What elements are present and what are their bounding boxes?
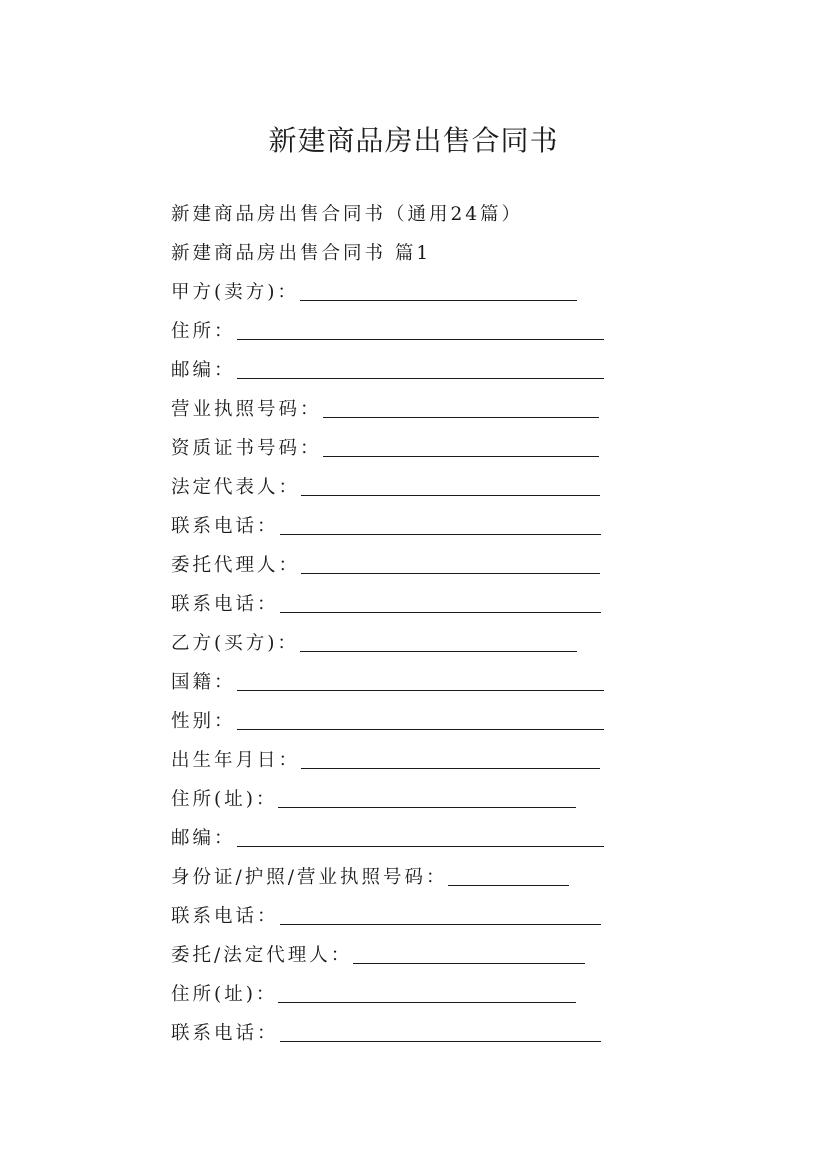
document-title: 新建商品房出售合同书 [268, 123, 559, 157]
field-label: 委托/法定代理人： [171, 944, 353, 966]
fill-in-blank[interactable] [237, 827, 604, 847]
line-text: 新建商品房出售合同书 篇1 [171, 242, 432, 264]
field-label: 联系电话： [171, 515, 279, 537]
fill-in-blank[interactable] [280, 515, 601, 535]
fill-in-blank[interactable] [237, 671, 604, 691]
fill-in-blank[interactable] [280, 593, 601, 613]
form-field-row [171, 505, 671, 544]
form-field-row [171, 388, 671, 427]
field-label: 甲方(卖方)： [171, 281, 299, 303]
form-field-row [171, 310, 671, 349]
document-line [171, 193, 671, 232]
fill-in-blank[interactable] [323, 398, 599, 418]
form-field-row [171, 895, 671, 934]
field-label: 身份证/护照/营业执照号码： [171, 866, 448, 888]
field-label: 联系电话： [171, 593, 279, 615]
form-field-row [171, 856, 671, 895]
field-label: 联系电话： [171, 905, 279, 927]
field-label: 住所(址)： [171, 983, 278, 1005]
fill-in-blank[interactable] [301, 476, 600, 496]
fill-in-blank[interactable] [323, 437, 599, 457]
fill-in-blank[interactable] [280, 1022, 601, 1042]
form-field-row [171, 427, 671, 466]
field-label: 住所： [171, 320, 236, 342]
field-label: 国籍： [171, 671, 236, 693]
form-field-row [171, 817, 671, 856]
fill-in-blank[interactable] [300, 281, 577, 301]
form-field-row [171, 973, 671, 1012]
fill-in-blank[interactable] [301, 749, 600, 769]
form-field-row [171, 1012, 671, 1051]
document-line [171, 232, 671, 271]
field-label: 邮编： [171, 359, 236, 381]
fill-in-blank[interactable] [278, 788, 576, 808]
field-label: 乙方(买方)： [171, 632, 299, 654]
field-label: 出生年月日： [171, 749, 301, 771]
form-field-row [171, 583, 671, 622]
form-field-row [171, 700, 671, 739]
form-field-row [171, 661, 671, 700]
field-label: 营业执照号码： [171, 398, 322, 420]
fill-in-blank[interactable] [301, 554, 600, 574]
fill-in-blank[interactable] [448, 866, 569, 886]
line-text: 新建商品房出售合同书（通用24篇） [171, 203, 524, 225]
form-field-row [171, 349, 671, 388]
field-label: 性别： [171, 710, 236, 732]
field-label: 联系电话： [171, 1022, 279, 1044]
field-label: 住所(址)： [171, 788, 278, 810]
fill-in-blank[interactable] [278, 983, 576, 1003]
fill-in-blank[interactable] [300, 632, 577, 652]
field-label: 邮编： [171, 827, 236, 849]
field-label: 法定代表人： [171, 476, 301, 498]
form-field-row [171, 466, 671, 505]
field-label: 委托代理人： [171, 554, 301, 576]
fill-in-blank[interactable] [237, 320, 604, 340]
form-field-row [171, 778, 671, 817]
form-field-row [171, 544, 671, 583]
fill-in-blank[interactable] [353, 944, 585, 964]
form-field-row [171, 934, 671, 973]
form-field-row [171, 271, 671, 310]
form-field-row [171, 739, 671, 778]
field-label: 资质证书号码： [171, 437, 322, 459]
fill-in-blank[interactable] [237, 710, 604, 730]
fill-in-blank[interactable] [280, 905, 601, 925]
form-field-row [171, 622, 671, 661]
document-body [171, 193, 671, 1051]
fill-in-blank[interactable] [237, 359, 604, 379]
